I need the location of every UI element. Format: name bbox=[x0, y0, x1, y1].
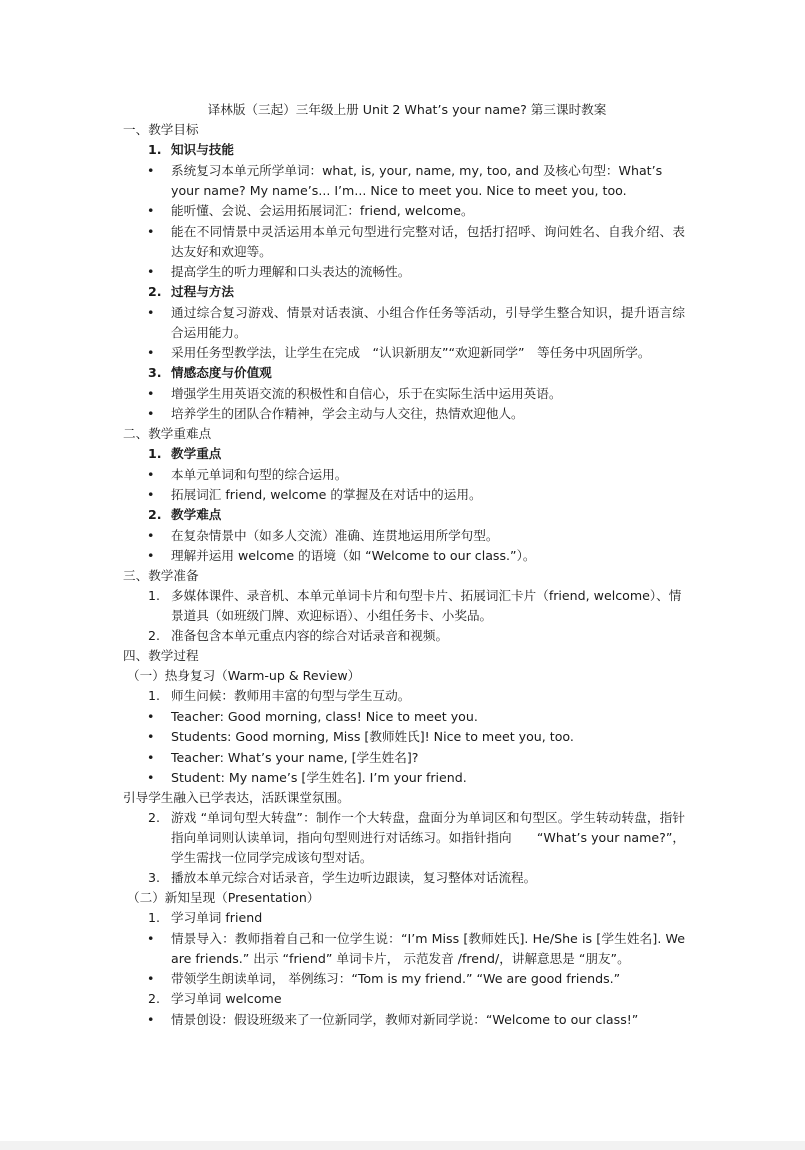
list-number: 2. bbox=[148, 628, 161, 643]
list-item bbox=[123, 404, 685, 424]
list-item bbox=[123, 868, 685, 888]
dialog-line bbox=[123, 707, 685, 727]
bullet-icon: • bbox=[147, 1011, 155, 1027]
bullet-icon: • bbox=[147, 930, 155, 946]
list-item-text: 提高学生的听力理解和口头表达的流畅性。 bbox=[171, 264, 411, 279]
dialog-text: Teacher: What’s your name, [学生姓名]? bbox=[171, 749, 419, 765]
bullet-icon: • bbox=[147, 162, 155, 178]
list-number: 2. bbox=[148, 810, 161, 825]
list-item bbox=[123, 546, 685, 566]
bullet-icon: • bbox=[147, 304, 155, 320]
list-number: 3. bbox=[148, 870, 161, 885]
list-item bbox=[123, 343, 685, 363]
list-item-text: 多媒体课件、录音机、本单元单词卡片和句型卡片、拓展词汇卡片（friend, welcome）、情景道具（如班级门牌、欢迎标语）、小组任务卡、小奖品。 bbox=[171, 588, 682, 623]
subsection-heading bbox=[123, 444, 685, 464]
list-item-text: 带领学生朗读单词， 举例练习：“Tom is my friend.” “We are good friends.” bbox=[171, 971, 621, 986]
list-item bbox=[123, 465, 685, 485]
bullet-icon: • bbox=[147, 385, 155, 401]
list-item bbox=[123, 686, 685, 706]
subsection-heading bbox=[123, 140, 685, 160]
list-item-text: 学习单词 friend bbox=[171, 910, 263, 925]
section-heading: 一、教学目标 bbox=[123, 122, 199, 137]
dialog-text: Students: Good morning, Miss [教师姓氏]! Nice to meet you, too. bbox=[171, 729, 574, 744]
list-item-text: 准备包含本单元重点内容的综合对话录音和视频。 bbox=[171, 628, 449, 643]
list-number: 1. bbox=[148, 446, 162, 461]
subsection-title: 教学重点 bbox=[171, 446, 222, 461]
subsection-title: 过程与方法 bbox=[171, 284, 234, 299]
subsection-title: 知识与技能 bbox=[171, 142, 234, 157]
bullet-icon: • bbox=[147, 971, 155, 986]
document-body bbox=[123, 100, 685, 1030]
bullet-icon: • bbox=[147, 708, 155, 724]
subsection-heading bbox=[123, 282, 685, 302]
list-item bbox=[123, 201, 685, 221]
bullet-icon: • bbox=[147, 749, 155, 765]
list-number: 1. bbox=[148, 688, 161, 703]
bullet-icon: • bbox=[147, 487, 155, 502]
list-number: 3. bbox=[148, 365, 162, 380]
subsection-heading bbox=[123, 363, 685, 383]
list-item bbox=[123, 161, 685, 201]
list-item bbox=[123, 303, 685, 343]
list-item-text: 情景创设：假设班级来了一位新同学，教师对新同学说：“Welcome to our class!” bbox=[171, 1011, 639, 1027]
dialog-text: Student: My name’s [学生姓名]. I’m your friend. bbox=[171, 770, 467, 785]
subsection-title: 教学难点 bbox=[171, 507, 222, 522]
list-item bbox=[123, 989, 685, 1009]
list-item-text: 理解并运用 welcome 的语境（如 “Welcome to our class.”）。 bbox=[171, 548, 536, 563]
list-item bbox=[123, 908, 685, 928]
list-item bbox=[123, 526, 685, 546]
list-item-text: 系统复习本单元所学单词：what, is, your, name, my, too, and 及核心句型：What’s your name? My name’s... I’m... Nice to meet you. Nice to meet you, too. bbox=[171, 162, 663, 198]
bullet-icon: • bbox=[147, 729, 155, 744]
list-item-text: 增强学生用英语交流的积极性和自信心，乐于在实际生活中运用英语。 bbox=[171, 385, 562, 401]
list-item-text: 采用任务型教学法，让学生在完成 “认识新朋友”“欢迎新同学” 等任务中巩固所学。 bbox=[171, 345, 651, 360]
bullet-icon: • bbox=[147, 466, 155, 482]
list-number: 2. bbox=[148, 284, 162, 299]
list-item-text: 能在不同情景中灵活运用本单元句型进行完整对话，包括打招呼、询问姓名、自我介绍、表达友好和欢迎等。 bbox=[171, 223, 685, 259]
section-heading: 二、教学重难点 bbox=[123, 426, 212, 441]
list-item bbox=[123, 485, 685, 505]
list-number: 2. bbox=[148, 991, 161, 1006]
bullet-icon: • bbox=[147, 406, 155, 421]
subsection-title: 情感态度与价值观 bbox=[171, 365, 272, 380]
bullet-icon: • bbox=[147, 223, 155, 239]
list-item bbox=[123, 626, 685, 646]
list-item-text: 培养学生的团队合作精神，学会主动与人交往，热情欢迎他人。 bbox=[171, 406, 524, 421]
dialog-text: Teacher: Good morning, class! Nice to meet you. bbox=[171, 708, 478, 724]
list-number: 1. bbox=[148, 588, 161, 603]
bullet-icon: • bbox=[147, 770, 155, 785]
list-item bbox=[123, 384, 685, 404]
list-item-text: 师生问候：教师用丰富的句型与学生互动。 bbox=[171, 688, 411, 703]
subsection-heading bbox=[123, 505, 685, 525]
list-item-text: 能听懂、会说、会运用拓展词汇：friend, welcome。 bbox=[171, 203, 474, 218]
list-item bbox=[123, 929, 685, 969]
list-item-text: 在复杂情景中（如多人交流）准确、连贯地运用所学句型。 bbox=[171, 527, 499, 543]
list-item-text: 拓展词汇 friend, welcome 的掌握及在对话中的运用。 bbox=[171, 487, 482, 502]
list-item-text: 游戏 “单词句型大转盘”：制作一个大转盘，盘面分为单词区和句型区。学生转动转盘，指针指向单词则认读单词，指向句型则进行对话练习。如指针指向 “What’s your name?”，学生需找一位同学完成该句型对话。 bbox=[171, 810, 685, 865]
dialog-line bbox=[123, 748, 685, 768]
list-item-text: 情景导入：教师指着自己和一位学生说：“I’m Miss [教师姓氏]. He/She is [学生姓名]. We are friends.” 出示 “friend” 单词卡片， 示范发音 /frend/，讲解意思是 “朋友”。 bbox=[171, 930, 685, 966]
list-item bbox=[123, 808, 685, 868]
bullet-icon: • bbox=[147, 548, 155, 563]
list-item-text: 播放本单元综合对话录音，学生边听边跟读，复习整体对话流程。 bbox=[171, 870, 537, 885]
paragraph: 引导学生融入已学表达，活跃课堂氛围。 bbox=[123, 790, 350, 805]
bullet-icon: • bbox=[147, 203, 155, 218]
list-item-text: 通过综合复习游戏、情景对话表演、小组合作任务等活动，引导学生整合知识，提升语言综合运用能力。 bbox=[171, 304, 685, 340]
section-heading: 四、教学过程 bbox=[123, 648, 199, 663]
list-number: 1. bbox=[148, 142, 162, 157]
bullet-icon: • bbox=[147, 527, 155, 543]
bullet-icon: • bbox=[147, 345, 155, 360]
section-heading: 三、教学准备 bbox=[123, 568, 199, 583]
subsection-heading: （一）热身复习（Warm-up & Review） bbox=[127, 668, 361, 683]
list-item-text: 本单元单词和句型的综合运用。 bbox=[171, 466, 348, 482]
dialog-line bbox=[123, 768, 685, 788]
list-number: 1. bbox=[148, 910, 161, 925]
list-item-text: 学习单词 welcome bbox=[171, 991, 282, 1006]
subsection-heading: （二）新知呈现（Presentation） bbox=[127, 890, 320, 905]
list-item bbox=[123, 262, 685, 282]
list-item bbox=[123, 969, 685, 989]
page-title: 译林版（三起）三年级上册 Unit 2 What’s your name? 第三课时教案 bbox=[207, 102, 607, 117]
list-item bbox=[123, 1010, 685, 1030]
bullet-icon: • bbox=[147, 264, 155, 279]
dialog-line bbox=[123, 727, 685, 747]
list-item bbox=[123, 586, 685, 626]
list-item bbox=[123, 222, 685, 262]
list-number: 2. bbox=[148, 507, 162, 522]
